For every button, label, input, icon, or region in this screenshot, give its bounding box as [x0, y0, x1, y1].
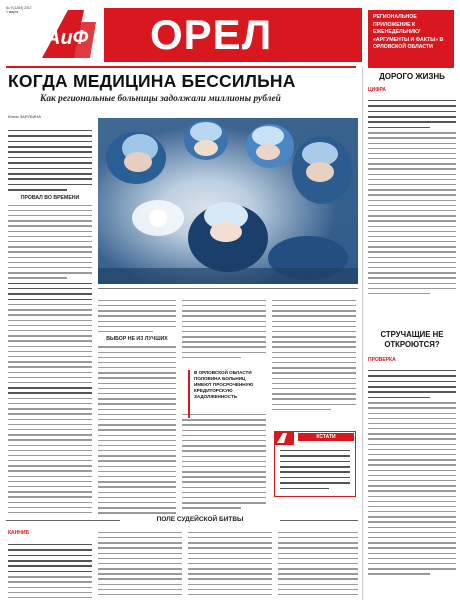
issue-date: 1 марта: [6, 10, 19, 14]
article-column-1: [8, 126, 92, 516]
pull-quote: В ОРЛОВСКОЙ ОБЛАСТИ ПОЛОВИНА БОЛЬНИЦ ИМЕЮТ ПРОСРОЧЕННУЮ КРЕДИТОРСКУЮ ЗАДОЛЖЕННОСТЬ: [188, 370, 260, 418]
sidebar-box-body: [280, 446, 350, 492]
top-rule: [6, 66, 356, 68]
logo-text: АиФ: [46, 27, 89, 49]
issue-number: № 9 (1284) 2017: [6, 6, 32, 10]
main-headline: КОГДА МЕДИЦИНА БЕССИЛЬНА: [8, 71, 296, 91]
bottom-column-2: [98, 528, 182, 606]
bottom-column-3: [188, 528, 272, 606]
photo-caption: [98, 287, 358, 289]
tagline-text: РЕГИОНАЛЬНОЕ ПРИЛОЖЕНИЕ К ЕЖЕНЕДЕЛЬНИКУ «АРГУМЕНТЫ И ФАКТЫ» В ОРЛОВСКОЙ ОБЛАСТИ: [373, 14, 444, 51]
column-separator: [362, 66, 363, 600]
sidebar-box-title: КСТАТИ: [298, 433, 354, 441]
right-rubric-1: ЦИФРА: [368, 87, 387, 93]
byline: Юлия ЗАРУБИНА: [8, 114, 41, 119]
tagline-box: [368, 10, 454, 68]
right-headline-1: ДОРОГО ЖИЗНЬ: [379, 72, 445, 81]
right-rubric-2: ПРОВЕРКА: [368, 357, 396, 363]
issue-info: [6, 6, 40, 22]
right-article-1: [368, 96, 456, 312]
section-heading-2: ВЫБОР НЕ ИЗ ЛУЧШИХ: [106, 336, 168, 343]
main-subhead: Как региональные больницы задолжали миллионы рублей: [40, 94, 281, 104]
bottom-column-1: [8, 540, 92, 606]
city-title: ОРЕЛ: [150, 11, 273, 58]
aif-logo: [38, 8, 100, 60]
surgeons-photo: [98, 118, 358, 284]
section-heading-1: ПРОВАЛ ВО ВРЕМЕНИ: [20, 194, 80, 201]
right-article-2: [368, 366, 456, 602]
bottom-column-4: [278, 528, 358, 606]
bottom-rubric: КАННИБ: [8, 530, 30, 536]
right-headline-2: СТРУЧАЩИЕ НЕ ОТКРОЮТСЯ?: [380, 330, 444, 349]
small-aif-logo: [274, 431, 294, 445]
bottom-headline: ПОЛЕ СУДЕЙСКОЙ БИТВЫ: [120, 516, 280, 523]
article-column-2: [98, 296, 176, 516]
